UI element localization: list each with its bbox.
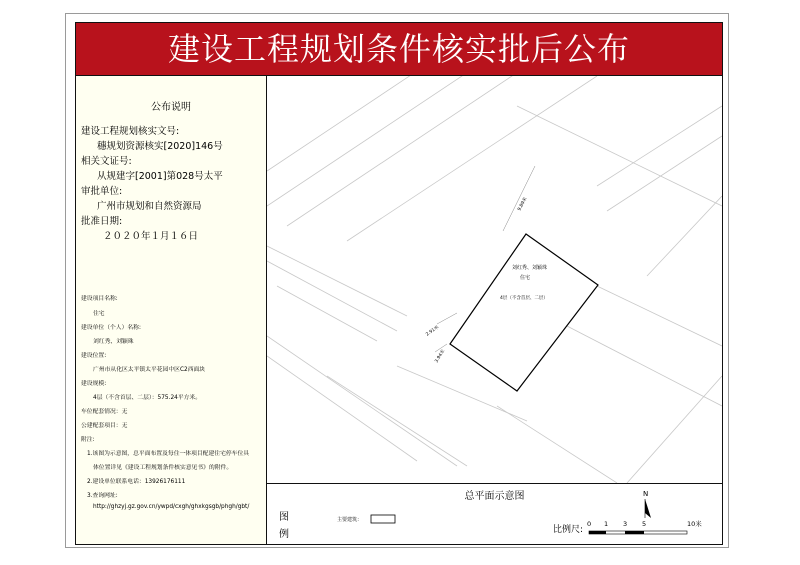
detail-line: 体位置详见《建设工程规划条件核实意见书》的附件。 bbox=[93, 465, 233, 471]
field-label: 批准日期: bbox=[81, 216, 123, 227]
detail-line: 建设规模: bbox=[81, 381, 107, 387]
page-title: 建设工程规划条件核实批后公布 bbox=[76, 23, 722, 76]
notice-board bbox=[75, 22, 723, 545]
scale-tick: 0 bbox=[587, 520, 592, 528]
detail-line: 1.该图为示意图，总平面布置及每住一体项目配建住宅停车位具 bbox=[87, 451, 250, 457]
legend-graphics bbox=[267, 484, 722, 545]
building-label: 4层（不含首层、二层） bbox=[500, 296, 548, 301]
legend-label-tu: 图 bbox=[279, 512, 289, 523]
scale-bar bbox=[589, 531, 687, 534]
legend-panel bbox=[267, 483, 722, 545]
detail-line: 公建配套项目：无 bbox=[81, 423, 128, 429]
field-value: ２０２０年１月１６日 bbox=[103, 231, 199, 242]
detail-line: 附注: bbox=[81, 437, 95, 443]
site-plan-drawing bbox=[267, 76, 722, 483]
legend-main-building-label: 主要建筑： bbox=[337, 517, 363, 523]
north-arrow-icon bbox=[645, 499, 651, 518]
scale-tick: 10米 bbox=[687, 520, 702, 528]
legend-title: 总平面示意图 bbox=[464, 491, 525, 502]
dimension-label: 3.94米 bbox=[434, 349, 447, 365]
detail-line: 刘红秀、刘颖珠 bbox=[93, 339, 134, 345]
detail-line: 4层（不含首层、二层）：575.24平方米。 bbox=[93, 395, 202, 401]
detail-line: 2.建设单位联系电话：13926176111 bbox=[87, 479, 186, 485]
notice-heading: 公布说明 bbox=[151, 102, 191, 113]
scale-tick: 1 bbox=[604, 520, 609, 528]
notice-panel bbox=[76, 76, 267, 544]
detail-line: 建设位置: bbox=[81, 353, 107, 359]
detail-line: 建设单位（个人）名称: bbox=[81, 325, 141, 331]
field-value: 穗规划资源核实[2020]146号 bbox=[97, 141, 223, 152]
detail-line: 建设项目名称: bbox=[81, 296, 118, 302]
main-building bbox=[450, 234, 598, 391]
dimension-line bbox=[503, 166, 535, 231]
scale-tick: 3 bbox=[623, 520, 628, 528]
legend-label-li: 例 bbox=[279, 529, 289, 540]
dimension-label: 9.89米 bbox=[517, 196, 529, 212]
north-label: N bbox=[643, 490, 649, 498]
dimension-line bbox=[437, 313, 457, 324]
field-label: 相关文证号: bbox=[81, 156, 132, 167]
detail-line: 车位配套情况：无 bbox=[81, 409, 128, 415]
field-label: 审批单位: bbox=[81, 186, 123, 197]
field-value: 从规建字[2001]第028号太平 bbox=[97, 171, 223, 182]
dimension-label: 2.91米 bbox=[425, 325, 441, 338]
building-label: 刘红秀、刘颖珠 bbox=[512, 265, 548, 271]
field-label: 建设工程规划核实文号: bbox=[81, 126, 180, 137]
detail-line: 3.查询网址: bbox=[87, 493, 118, 499]
scale-tick: 5 bbox=[642, 520, 647, 528]
legend-building-swatch bbox=[371, 515, 395, 523]
scale-label: 比例尺: bbox=[553, 525, 584, 535]
detail-line: http://ghzyj.gz.gov.cn/ywpd/cxgh/ghxkgsgb/phgh/gbt/ bbox=[93, 504, 250, 510]
building-label: 住宅 bbox=[520, 275, 531, 281]
detail-line: 广州市从化区太平镇太平花园中区C2西面块 bbox=[93, 367, 206, 373]
field-value: 广州市规划和自然资源局 bbox=[97, 201, 202, 212]
detail-line: 住宅 bbox=[93, 311, 105, 317]
site-plan-map bbox=[267, 76, 722, 483]
